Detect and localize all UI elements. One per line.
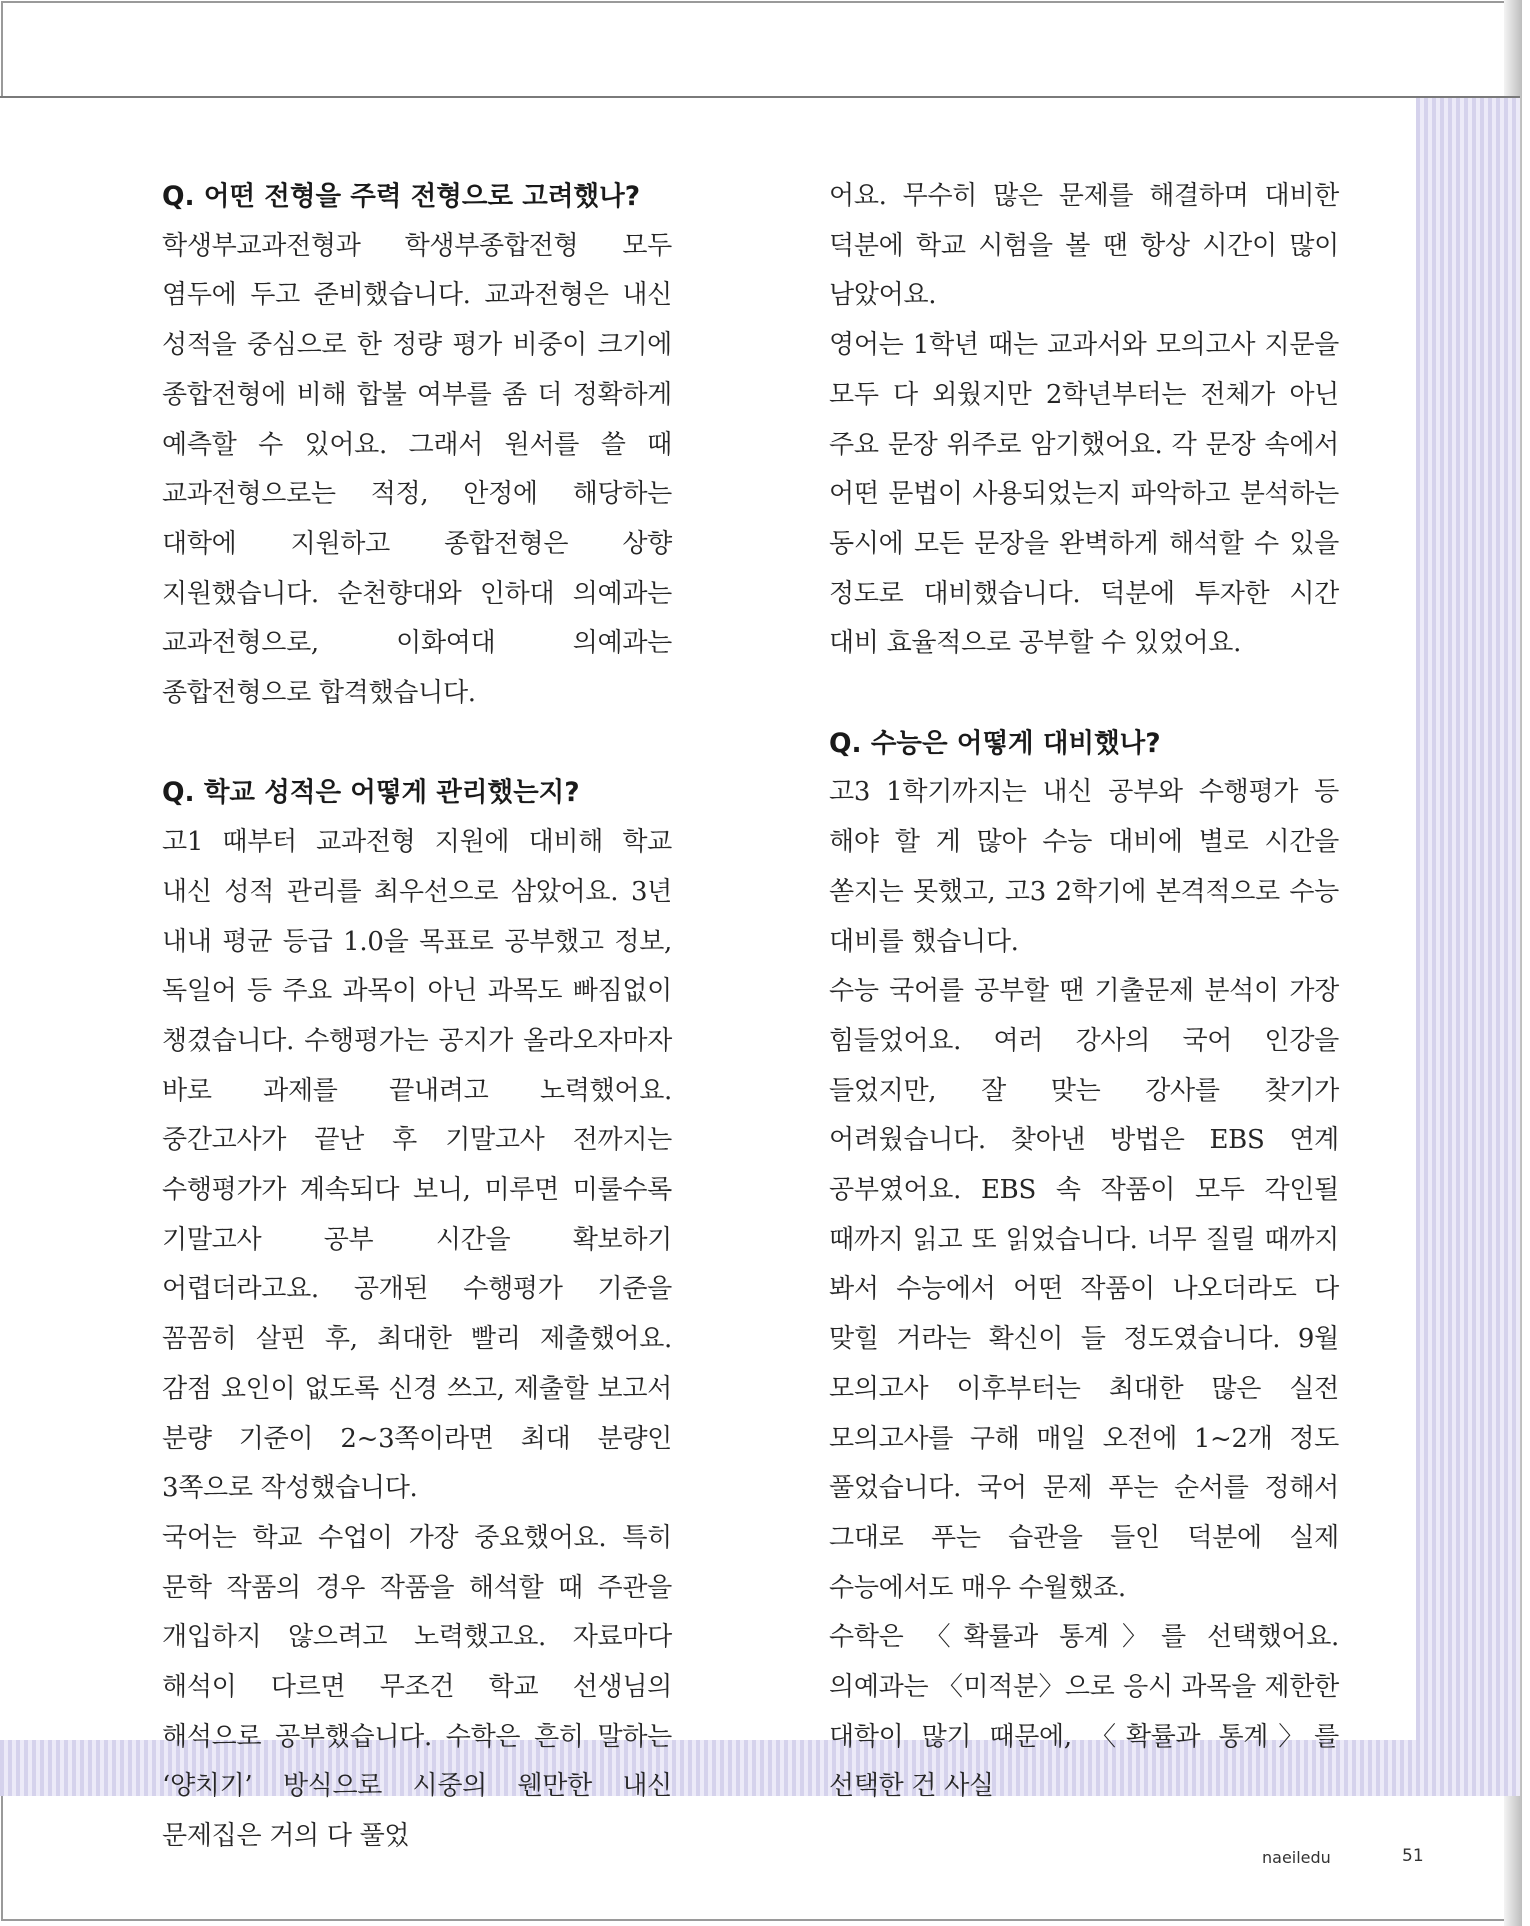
answer-paragraph: 학생부교과전형과 학생부종합전형 모두 염두에 두고 준비했습니다. 교과전형은 내신 성적을 중심으로 한 정량 평가 비중이 크기에 종합전형에 비해 합불 여부를 좀 더 정확하게 예측할 수 있어요. 그래서 원서를 쓸 때 교과전형으로는 적정, 안정에 해당하는 대학에 지원하고 종합전형은 상향 지원했습니다. 순천향대와 인하대 의예과는 교과전형으로, 이화여대 의예과는 종합전형으로 합격했습니다. [162,230,672,709]
question-heading: Q. 어떤 전형을 주력 전형으로 고려했나? [162,181,641,212]
section-gap [162,719,672,769]
answer-paragraph: 수능 국어를 공부할 땐 기출문제 분석이 가장 힘들었어요. 여러 강사의 국어 인강을 들었지만, 잘 맞는 강사를 찾기가 어려웠습니다. 찾아낸 방법은 EBS 연계 공부였어요. EBS 속 작품이 모두 각인될 때까지 읽고 또 읽었습니다. 너무 질릴 때까지 봐서 수능에서 어떤 작품이 나오더라도 다 맞힐 거라는 확신이 들 정도였습니다. 9월 모의고사 이후부터는 최대한 많은 실전 모의고사를 구해 매일 오전에 1~2개 정도 풀었습니다. 국어 문제 푸는 순서를 정해서 그대로 푸는 습관을 들인 덕분에 실제 수능에서도 매우 수월했죠. [829,976,1339,1603]
answer-paragraph: 영어는 1학년 때는 교과서와 모의고사 지문을 모두 다 외웠지만 2학년부터는 전체가 아닌 주요 문장 위주로 암기했어요. 각 문장 속에서 어떤 문법이 사용되었는지 파악하고 분석하는 동시에 모든 문장을 완벽하게 해석할 수 있을 정도로 대비했습니다. 덕분에 투자한 시간 대비 효율적으로 공부할 수 있었어요. [829,330,1339,659]
answer-paragraph: 고3 1학기까지는 내신 공부와 수행평가 등 해야 할 게 많아 수능 대비에 별로 시간을 쏟지는 못했고, 고3 2학기에 본격적으로 수능 대비를 했습니다. [829,777,1339,957]
answer-paragraph: 어요. 무수히 많은 문제를 해결하며 대비한 덕분에 학교 시험을 볼 땐 항상 시간이 많이 남았어요. [829,181,1339,311]
right-column [829,172,1339,1812]
page-number: 51 [1402,1846,1424,1866]
footer-brand: naeiledu [1262,1848,1331,1867]
answer-paragraph: 수학은 〈확률과 통계〉를 선택했어요. 의예과는 〈미적분〉으로 응시 과목을 제한한 대학이 많기 때문에, 〈확률과 통계〉를 선택한 건 사실 [829,1622,1339,1802]
answer-paragraph: 국어는 학교 수업이 가장 중요했어요. 특히 문학 작품의 경우 작품을 해석할 때 주관을 개입하지 않으려고 노력했고요. 자료마다 해석이 다르면 무조건 학교 선생님의 해석으로 공부했습니다. 수학은 흔히 말하는 ‘양치기’ 방식으로 시중의 웬만한 내신 문제집은 거의 다 풀었 [162,1522,672,1852]
answer-paragraph: 고1 때부터 교과전형 지원에 대비해 학교 내신 성적 관리를 최우선으로 삼았어요. 3년 내내 평균 등급 1.0을 목표로 공부했고 정보, 독일어 등 주요 과목이 아닌 과목도 빠짐없이 챙겼습니다. 수행평가는 공지가 올라오자마자 바로 과제를 끝내려고 노력했어요. 중간고사가 끝난 후 기말고사 전까지는 수행평가가 계속되다 보니, 미루면 미룰수록 기말고사 공부 시간을 확보하기 어렵더라고요. 공개된 수행평가 기준을 꼼꼼히 살핀 후, 최대한 빨리 제출했어요. 감점 요인이 없도록 신경 쓰고, 제출할 보고서 분량 기준이 2~3쪽이라면 최대 분량인 3쪽으로 작성했습니다. [162,827,672,1504]
left-column [162,172,672,1862]
question-heading: Q. 학교 성적은 어떻게 관리했는지? [162,777,580,809]
decorative-stripe-vertical [1416,98,1520,1794]
question-heading: Q. 수능은 어떻게 대비했나? [829,727,1161,759]
section-gap [829,669,1339,719]
